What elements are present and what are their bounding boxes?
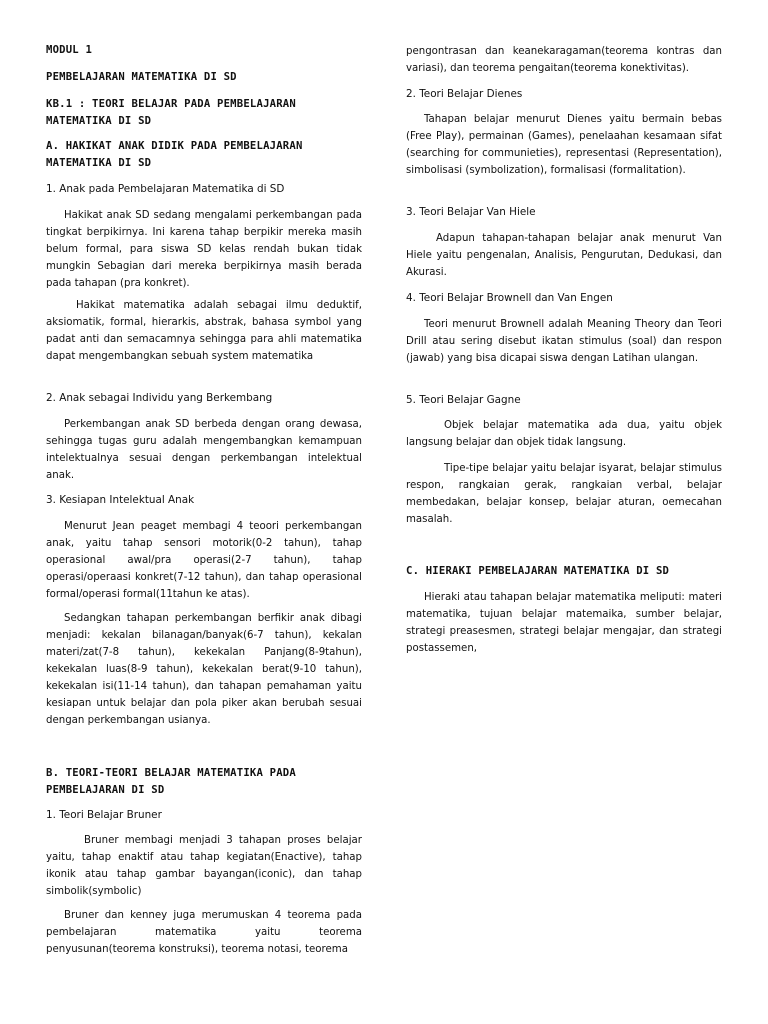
section-a-heading-line-1: A. HAKIKAT ANAK DIDIK PADA PEMBELAJARAN bbox=[46, 140, 303, 152]
paragraph-b1-2: Bruner dan kenney juga merumuskan 4 teorema pada pembelajaran matematika yaitu teorema penyusunan(teorema konstruksi), teorema notasi, teorema bbox=[46, 910, 362, 955]
subsection-a1-title: 1. Anak pada Pembelajaran Matematika di SD bbox=[46, 183, 285, 195]
document-title: PEMBELAJARAN MATEMATIKA DI SD bbox=[46, 71, 237, 83]
kb-heading-line-1: KB.1 : TEORI BELAJAR PADA PEMBELAJARAN bbox=[46, 98, 296, 110]
paragraph-b4-1: Teori menurut Brownell adalah Meaning Theory dan Teori Drill atau sering disebut ikatan stimulus (soal) dan respon (jawab) yang bisa dicapai siswa dengan Latihan ulangan. bbox=[406, 319, 722, 364]
paragraph-b1-1: Bruner membagi menjadi 3 tahapan proses belajar yaitu, tahap enaktif atau tahap kegiatan(Enactive), tahap ikonik atau tahap gambar bayangan(iconic), dan tahap simbolik(symbolic) bbox=[46, 835, 362, 897]
paragraph-b5-2: Tipe-tipe belajar yaitu belajar isyarat, belajar stimulus respon, rangkaian gerak, rangkaian verbal, belajar membedakan, belajar konsep, belajar aturan, oemecahan masalah. bbox=[406, 463, 722, 525]
subsection-b1-title: 1. Teori Belajar Bruner bbox=[46, 809, 162, 821]
section-c-heading: C. HIERAKI PEMBELAJARAN MATEMATIKA DI SD bbox=[406, 565, 670, 577]
paragraph-b5-1: Objek belajar matematika ada dua, yaitu objek langsung belajar dan objek tidak langsung. bbox=[406, 420, 722, 448]
paragraph-b1-2-continued: pengontrasan dan keanekaragaman(teorema kontras dan variasi), dan teorema pengaitan(teorema konektivitas). bbox=[406, 46, 722, 74]
section-b-heading-line-1: B. TEORI-TEORI BELAJAR MATEMATIKA PADA bbox=[46, 767, 296, 779]
paragraph-a2-1: Perkembangan anak SD berbeda dengan orang dewasa, sehingga tugas guru adalah mengembangkan kemampuan intelektualnya sesuai dengan perkembangan intelektual anak. bbox=[46, 419, 362, 481]
paragraph-a1-2: Hakikat matematika adalah sebagai ilmu deduktif, aksiomatik, formal, hierarkis, abstrak, bahasa symbol yang padat anti dan semacamnya sehingga para ahli matematika dapat mengembangkan sebuah system matematika bbox=[46, 300, 362, 362]
subsection-b4-title: 4. Teori Belajar Brownell dan Van Engen bbox=[406, 292, 613, 304]
subsection-a3-title: 3. Kesiapan Intelektual Anak bbox=[46, 494, 195, 506]
kb-heading-line-2: MATEMATIKA DI SD bbox=[46, 115, 152, 127]
module-label: MODUL 1 bbox=[46, 44, 93, 56]
subsection-b2-title: 2. Teori Belajar Dienes bbox=[406, 88, 523, 100]
paragraph-a1-1: Hakikat anak SD sedang mengalami perkembangan pada tingkat berpikirnya. Ini karena tahap berpikir mereka masih belum formal, para siswa SD kelas rendah bukan tidak mungkin Sebagian dari mereka berpikirnya masih berada pada tahapan (pra konkret). bbox=[46, 210, 362, 289]
subsection-b3-title: 3. Teori Belajar Van Hiele bbox=[406, 206, 536, 218]
section-a-heading bbox=[46, 138, 362, 172]
paragraph-b3-1: Adapun tahapan-tahapan belajar anak menurut Van Hiele yaitu pengenalan, Analisis, Pengurutan, Dedukasi, dan Akurasi. bbox=[406, 233, 722, 278]
paragraph-a3-2: Sedangkan tahapan perkembangan berfikir anak dibagi menjadi: kekalan bilanagan/banyak(6-7 tahun), kekalan materi/zat(7-8 tahun), kekekalan Panjang(8-9tahun), kekekalan luas(8-9 tahun), kekekalan berat(9-10 tahun), kekekalan isi(11-14 tahun), dan tahapan pemahaman yaitu kesiapan untuk belajar dan pola piker akan berubah sesuai dengan perkembangan usianya. bbox=[46, 613, 362, 726]
paragraph-b2-1: Tahapan belajar menurut Dienes yaitu bermain bebas (Free Play), permainan (Games), penelaahan kesamaan sifat (searching for communieties), representasi (Representation), simbolisasi (symbolization), formalisasi (formalitation). bbox=[406, 114, 722, 176]
kb-heading bbox=[46, 96, 362, 130]
section-b-heading-line-2: PEMBELAJARAN DI SD bbox=[46, 784, 165, 796]
paragraph-c-1: Hieraki atau tahapan belajar matematika meliputi: materi matematika, tujuan belajar matemaika, sumber belajar, strategi preasesmen, strategi belajar mengajar, dan strategi postassemen, bbox=[406, 592, 722, 654]
subsection-b5-title: 5. Teori Belajar Gagne bbox=[406, 394, 521, 406]
section-b-heading bbox=[46, 765, 362, 799]
paragraph-a3-1: Menurut Jean peaget membagi 4 teoori perkembangan anak, yaitu tahap sensori motorik(0-2 tahun), tahap operasional awal/pra operasi(2-7 tahun), tahap operasi/operaasi konkret(7-12 tahun), dan tahap operasional formal/operasi formal(11tahun ke atas). bbox=[46, 521, 362, 600]
subsection-a2-title: 2. Anak sebagai Individu yang Berkembang bbox=[46, 392, 273, 404]
section-a-heading-line-2: MATEMATIKA DI SD bbox=[46, 157, 152, 169]
